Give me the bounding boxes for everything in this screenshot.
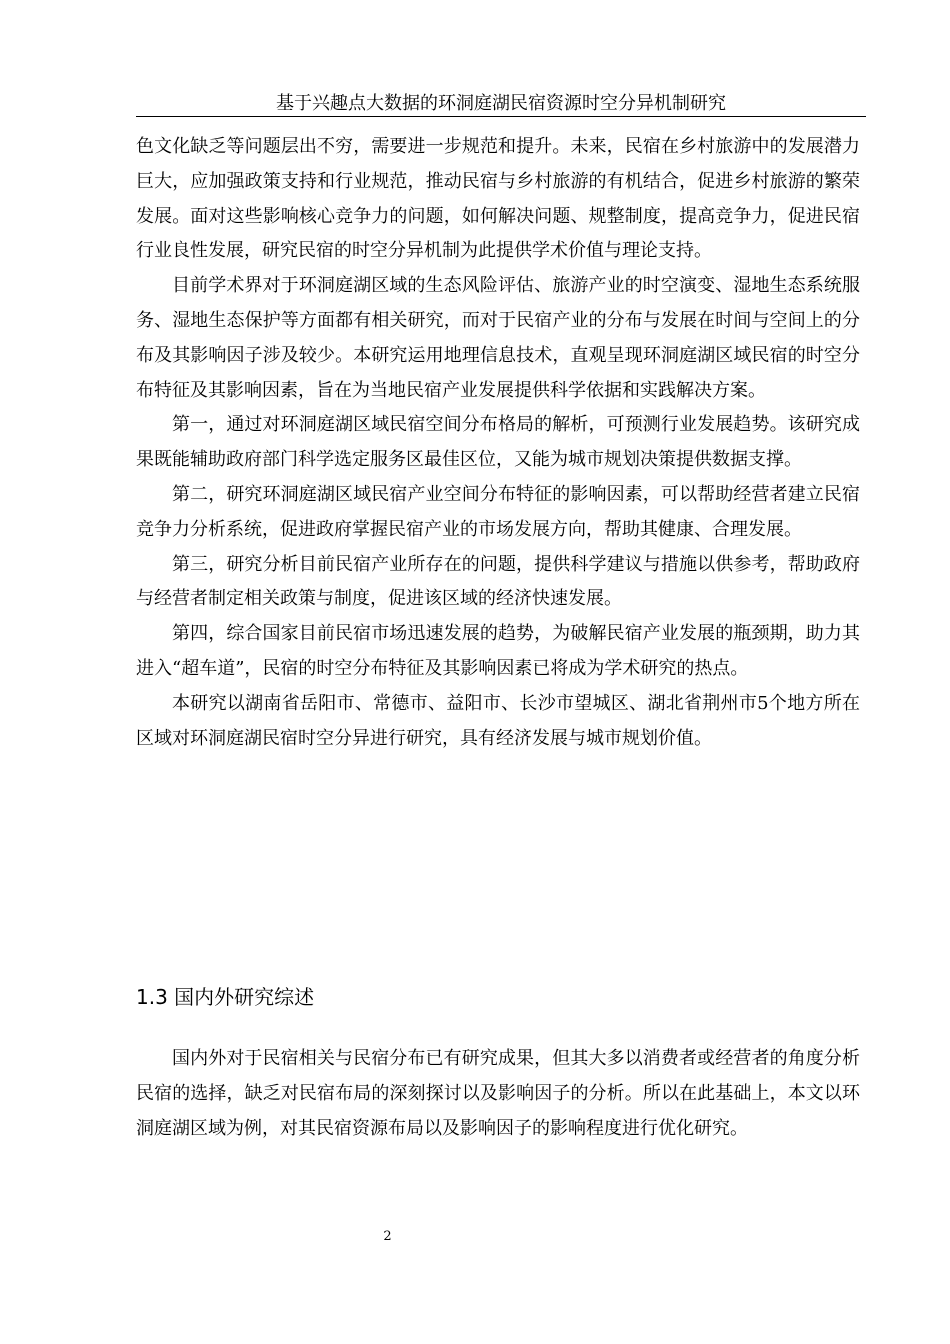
paragraph: 第四，综合国家目前民宿市场迅速发展的趋势，为破解民宿产业发展的瓶颈期，助力其进入“超车道”，民宿的时空分布特征及其影响因素已将成为学术研究的热点。	[136, 623, 860, 679]
paragraph: 第二，研究环洞庭湖区域民宿产业空间分布特征的影响因素，可以帮助经营者建立民宿竞争力分析系统，促进政府掌握民宿产业的市场发展方向，帮助其健康、合理发展。	[136, 483, 860, 540]
page-number: 2	[383, 1229, 392, 1244]
paragraph-continued: 色文化缺乏等问题层出不穷，需要进一步规范和提升。未来，民宿在乡村旅游中的发展潜力巨大，应加强政策支持和行业规范，推动民宿与乡村旅游的有机结合，促进乡村旅游的繁荣发展。面对这些影响核心竞争力的问题，如何解决问题、规整制度，提高竞争力，促进民宿行业良性发展，研究民宿的时空分异机制为此提供学术价值与理论支持。	[136, 136, 860, 262]
section-heading: 1.3 国内外研究综述	[136, 985, 315, 1009]
paragraph: 目前学术界对于环洞庭湖区域的生态风险评估、旅游产业的时空演变、湿地生态系统服务、湿地生态保护等方面都有相关研究，而对于民宿产业的分布与发展在时间与空间上的分布及其影响因子涉及较少。本研究运用地理信息技术，直观呈现环洞庭湖区域民宿的时空分布特征及其影响因素，旨在为当地民宿产业发展提供科学依据和实践解决方案。	[136, 275, 860, 401]
section-body	[136, 1042, 860, 1146]
paragraph: 第一，通过对环洞庭湖区域民宿空间分布格局的解析，可预测行业发展趋势。该研究成果既能辅助政府部门科学选定服务区最佳区位，又能为城市规划决策提供数据支撑。	[136, 414, 860, 471]
body-text	[136, 130, 860, 756]
paragraph: 国内外对于民宿相关与民宿分布已有研究成果，但其大多以消费者或经营者的角度分析民宿的选择，缺乏对民宿布局的深刻探讨以及影响因子的分析。所以在此基础上，本文以环洞庭湖区域为例，对其民宿资源布局以及影响因子的影响程度进行优化研究。	[136, 1048, 860, 1139]
header-rule	[136, 116, 866, 117]
paragraph: 第三，研究分析目前民宿产业所存在的问题，提供科学建议与措施以供参考，帮助政府与经营者制定相关政策与制度，促进该区域的经济快速发展。	[136, 553, 860, 610]
paragraph: 本研究以湖南省岳阳市、常德市、益阳市、长沙市望城区、湖北省荆州市5个地方所在区域对环洞庭湖民宿时空分异进行研究，具有经济发展与城市规划价值。	[136, 692, 860, 749]
running-header: 基于兴趣点大数据的环洞庭湖民宿资源时空分异机制研究	[276, 93, 726, 114]
